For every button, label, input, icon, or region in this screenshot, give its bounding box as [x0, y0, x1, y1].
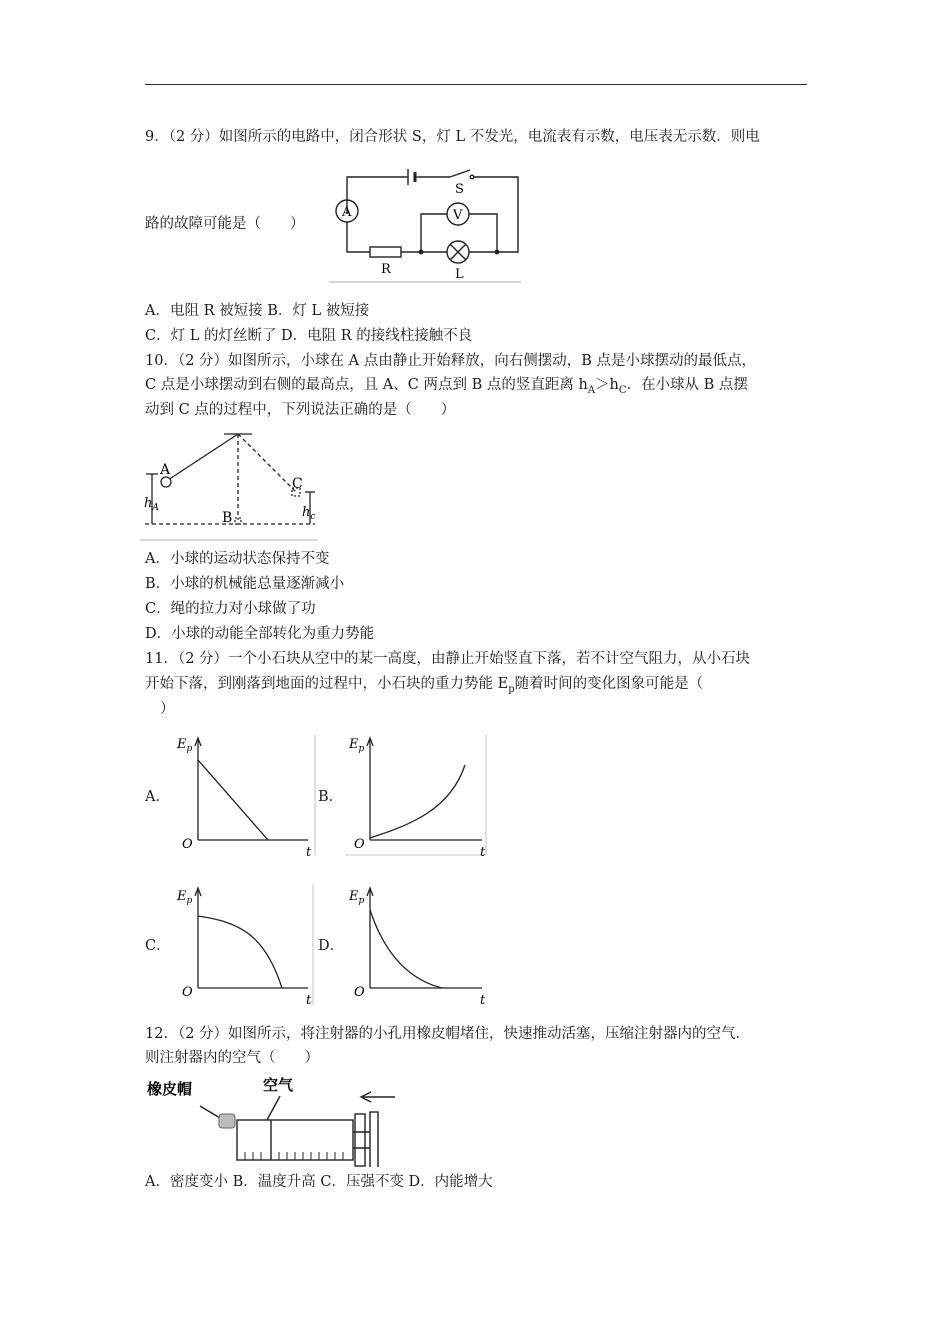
q9-options-ab: A．电阻 R 被短接 B．灯 L 被短接	[145, 303, 370, 319]
q10-option-b: B．小球的机械能总量逐渐减小	[145, 576, 345, 592]
q11-label-d: D．	[318, 938, 345, 954]
graph-d-origin: O	[354, 985, 365, 1000]
q10-stem-line3: 动到 C 点的过程中，下列说法正确的是（ ）	[145, 402, 456, 418]
q11-label-a: A．	[145, 789, 170, 805]
q9-circuit-diagram	[325, 162, 525, 284]
q10-pendulum-diagram	[140, 430, 320, 542]
q11-label-b: B．	[318, 789, 344, 805]
air-label: 空气	[263, 1076, 294, 1094]
q9-stem-line1: 9．（2 分）如图所示的电路中，闭合形状 S，灯 L 不发光，电流表有示数，电压表无示数．则电	[145, 129, 760, 145]
point-b-label: B	[222, 510, 233, 526]
graph-b-x-label: t	[480, 845, 486, 860]
q10-option-d: D．小球的动能全部转化为重力势能	[145, 626, 375, 642]
voltmeter-label: V	[453, 208, 463, 223]
switch-label: S	[455, 182, 464, 197]
graph-a-origin: O	[182, 837, 193, 852]
q10-stem-line1: 10．（2 分）如图所示，小球在 A 点由静止开始释放，向右侧摆动，B 点是小球摆动的最低点，	[145, 353, 756, 369]
q9-stem-line2: 路的故障可能是（ ）	[145, 216, 305, 232]
graph-c-x-label: t	[306, 993, 312, 1008]
q12-syringe-diagram	[145, 1072, 395, 1167]
q12-options: A．密度变小 B．温度升高 C．压强不变 D．内能增大	[145, 1174, 493, 1190]
graph-b-origin: O	[354, 837, 365, 852]
ammeter-label: A	[342, 205, 352, 220]
curve-a	[198, 760, 268, 840]
point-a-label: A	[160, 462, 171, 478]
curve-c	[198, 916, 282, 988]
graph-a-y-label: $E_p$	[177, 737, 193, 754]
rubber-cap	[219, 1114, 235, 1128]
q10-option-a: A．小球的运动状态保持不变	[145, 551, 330, 567]
q11-graphs	[170, 730, 500, 1010]
lamp-label: L	[455, 267, 464, 282]
curve-b	[370, 765, 465, 838]
hc-label: $h_c$	[302, 505, 316, 522]
curve-d	[370, 910, 442, 988]
ha-label: $h_A$	[144, 496, 159, 513]
graph-a-x-label: t	[306, 845, 312, 860]
q10-stem-line2: C 点是小球摆动到右侧的最高点，且 A、C 两点到 B 点的竖直距离 $h_A>h_C$．在小球从 B 点摆	[145, 377, 748, 396]
q12-stem-line1: 12．（2 分）如图所示，将注射器的小孔用橡皮帽堵住，快速推动活塞，压缩注射器内的空气．	[145, 1026, 751, 1042]
cap-label: 橡皮帽	[147, 1080, 193, 1098]
point-c-label: C	[292, 476, 303, 492]
graph-c-origin: O	[182, 985, 193, 1000]
graph-b-y-label: $E_p$	[349, 737, 365, 754]
q10-option-c: C．绳的拉力对小球做了功	[145, 601, 316, 617]
graph-d-x-label: t	[480, 993, 486, 1008]
q11-stem-line2: 开始下落，到刚落到地面的过程中，小石块的重力势能 $E_p$随着时间的变化图象可能是（	[145, 676, 704, 695]
q11-stem-line1: 11．（2 分）一个小石块从空中的某一高度，由静止开始竖直下落，若不计空气阻力，从小石块	[145, 651, 751, 667]
q11-stem-line3: ）	[160, 701, 175, 717]
q12-stem-line2: 则注射器内的空气（ ）	[145, 1050, 319, 1066]
resistor-label: R	[381, 262, 391, 277]
header-rule	[145, 84, 807, 85]
graph-c-y-label: $E_p$	[177, 889, 193, 906]
graph-d-y-label: $E_p$	[349, 889, 365, 906]
q11-label-c: C．	[145, 938, 171, 954]
q9-options-cd: C．灯 L 的灯丝断了 D．电阻 R 的接线柱接触不良	[145, 328, 473, 344]
